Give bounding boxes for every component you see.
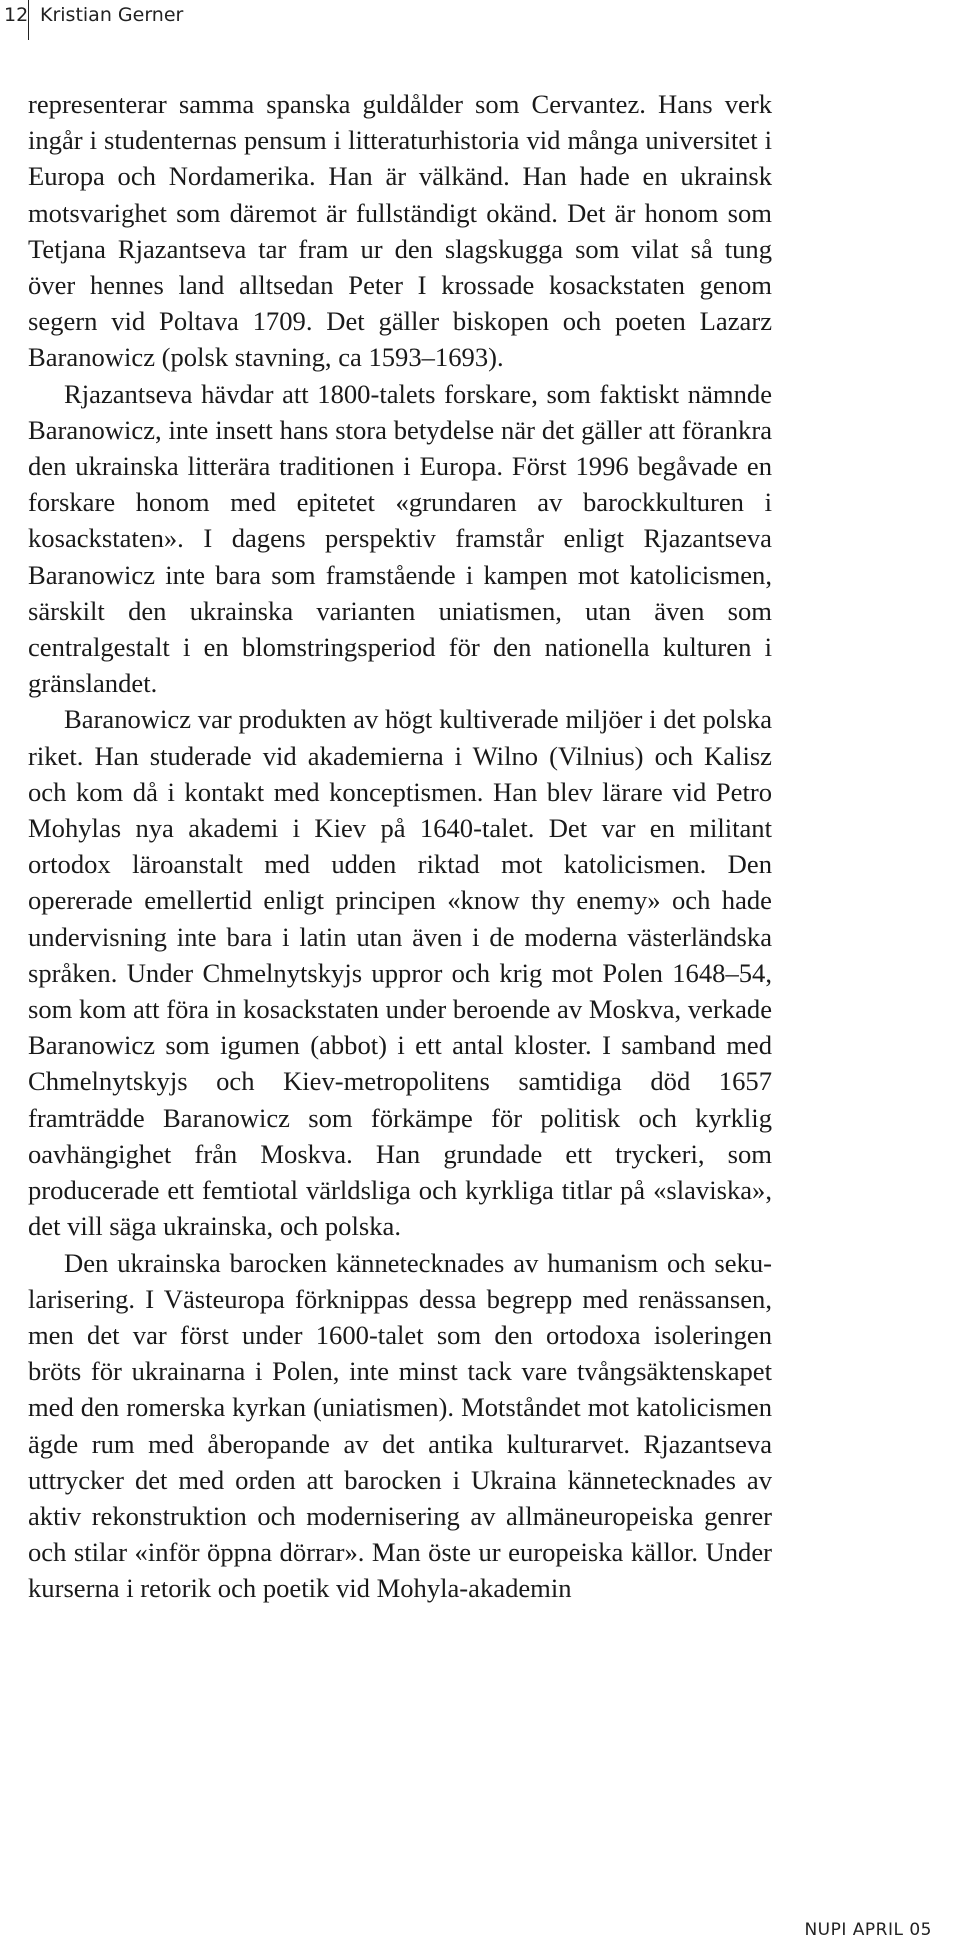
page-number: 12 (4, 4, 29, 26)
page-footer: NUPI APRIL 05 (804, 1920, 932, 1940)
running-head-author: Kristian Gerner (40, 4, 184, 26)
page-header (0, 0, 960, 46)
header-divider (28, 0, 29, 40)
paragraph-4: Den ukrainska barocken kännetecknades av humanism och sekularisering. I Västeuropa förknippas dessa begrepp med renässansen, men det var först under 1600-talet som den ortodoxa isoleringen bröts för ukrainarna i Polen, inte minst tack vare tvångsäktenskapet med den romerska kyrkan (uniatismen). Motståndet mot katolicismen ägde rum med åberopande av det antika kulturarvet. Rjazantseva uttrycker det med orden att barocken i Ukraina kännetecknades av aktiv rekonstruktion och modernisering av allmäneuropeiska genrer och stilar «inför öppna dörrar». Man öste ur europeiska källor. Under kurserna i retorik och poetik vid Mohyla-akademin (28, 1247, 772, 1604)
body-text (28, 86, 772, 1607)
paragraph-2: Rjazantseva hävdar att 1800-talets forskare, som faktiskt nämnde Baranowicz, inte insett hans stora betydelse när det gäller att förankra den ukrainska litterära traditionen i Europa. Först 1996 begåvade en forskare honom med epitetet «grundaren av barockkulturen i kosackstaten». I dagens perspektiv framstår enligt Rjazantseva Baranowicz inte bara som framstående i kampen mot katolicismen, särskilt den ukrainska varianten uniatismen, utan även som centralgestalt i en blomstringsperiod för den nationella kulturen i gränslandet. (28, 378, 772, 699)
paragraph-3: Baranowicz var produkten av högt kultiverade miljöer i det polska riket. Han studerade vid akademierna i Wilno (Vilnius) och Kalisz och kom då i kontakt med konceptismen. Han blev lärare vid Petro Mohylas nya akademi i Kiev på 1640-talet. Det var en militant ortodox läroanstalt med udden riktad mot katolicismen. Den opererade emellertid enligt principen «know thy enemy» och hade undervisning inte bara i latin utan även i de moderna västerländska språken. Under Chmelnytskyjs uppror och krig mot Polen 1648–54, som kom att föra in kosackstaten under beroende av Moskva, verkade Baranowicz som igumen (abbot) i ett antal kloster. I samband med Chmelnytskyjs och Kiev-metropolitens samtidiga död 1657 framträdde Baranowicz som förkämpe för politisk och kyrklig oavhängighet från Moskva. Han grundade ett tryckeri, som producerade ett femtiotal världsliga och kyrkliga titlar på «slaviska», det vill säga ukrainska, och polska. (28, 704, 772, 1242)
paragraph-1: representerar samma spanska guldålder som Cervantez. Hans verk ingår i studenternas pensum i litteraturhistoria vid många universitet i Europa och Nordamerika. Han är välkänd. Han hade en ukrainsk motsvarighet som däremot är fullständigt okänd. Det är honom som Tetjana Rjazantseva tar fram ur den slagskugga som vilat så tung över hennes land alltsedan Peter I krossade kosackstaten genom segern vid Poltava 1709. Det gäller biskopen och poeten Lazarz Baranowicz (polsk stavning, ca 1593–1693). (28, 89, 772, 373)
